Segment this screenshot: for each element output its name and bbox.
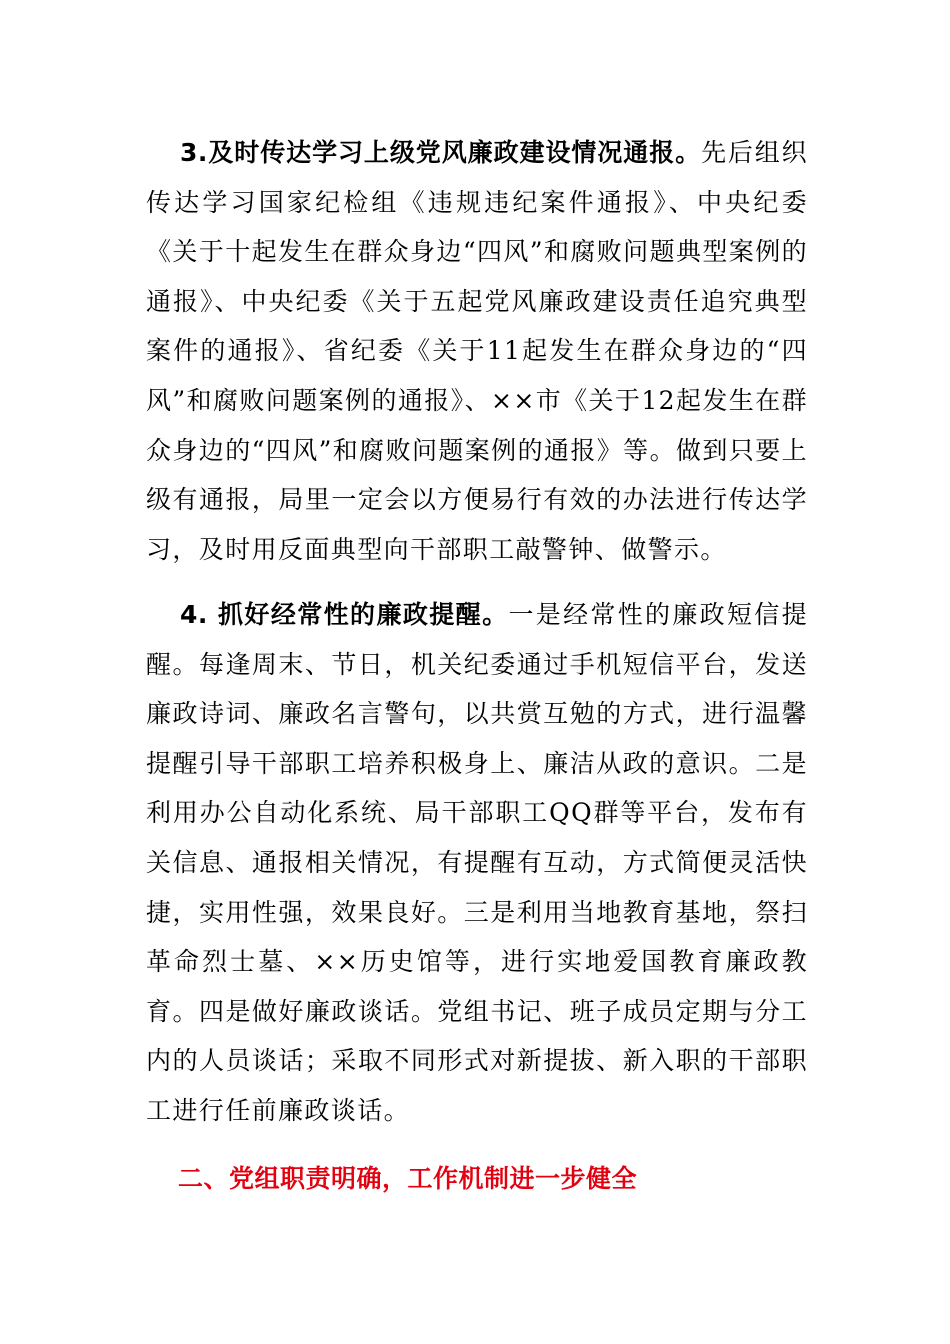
paragraph-3 (146, 128, 808, 574)
paragraph-3-body: 先后组织传达学习国家纪检组《违规违纪案件通报》、中央纪委《关于十起发生在群众身边“四风”和腐败问题典型案例的通报》、中央纪委《关于五起党风廉政建设责任追究典型案件的通报》、省纪委《关于11起发生在群众身边的“四风”和腐败问题案例的通报》、××市《关于12起发生在群众身边的“四风”和腐败问题案例的通报》等。做到只要上级有通报，局里一定会以方便易行有效的办法进行传达学习，及时用反面典型向干部职工敲警钟、做警示。 (146, 138, 808, 564)
paragraph-4-body: 一是经常性的廉政短信提醒。每逢周末、节日，机关纪委通过手机短信平台，发送廉政诗词、廉政名言警句，以共赏互勉的方式，进行温馨提醒引导干部职工培养积极身上、廉洁从政的意识。二是利用办公自动化系统、局干部职工QQ群等平台，发布有关信息、通报相关情况，有提醒有互动，方式简便灵活快捷，实用性强，效果良好。三是利用当地教育基地，祭扫革命烈士墓、××历史馆等，进行实地爱国教育廉政教育。四是做好廉政谈话。党组书记、班子成员定期与分工内的人员谈话；采取不同形式对新提拔、新入职的干部职工进行任前廉政谈话。 (146, 600, 808, 1125)
section-heading: 二、党组职责明确，工作机制进一步健全 (178, 1164, 638, 1193)
paragraph-3-lead: 3.及时传达学习上级党风廉政建设情况通报。 (180, 138, 702, 167)
paragraph-4-lead: 4. 抓好经常性的廉政提醒。 (180, 600, 509, 629)
paragraph-4 (146, 590, 808, 1136)
